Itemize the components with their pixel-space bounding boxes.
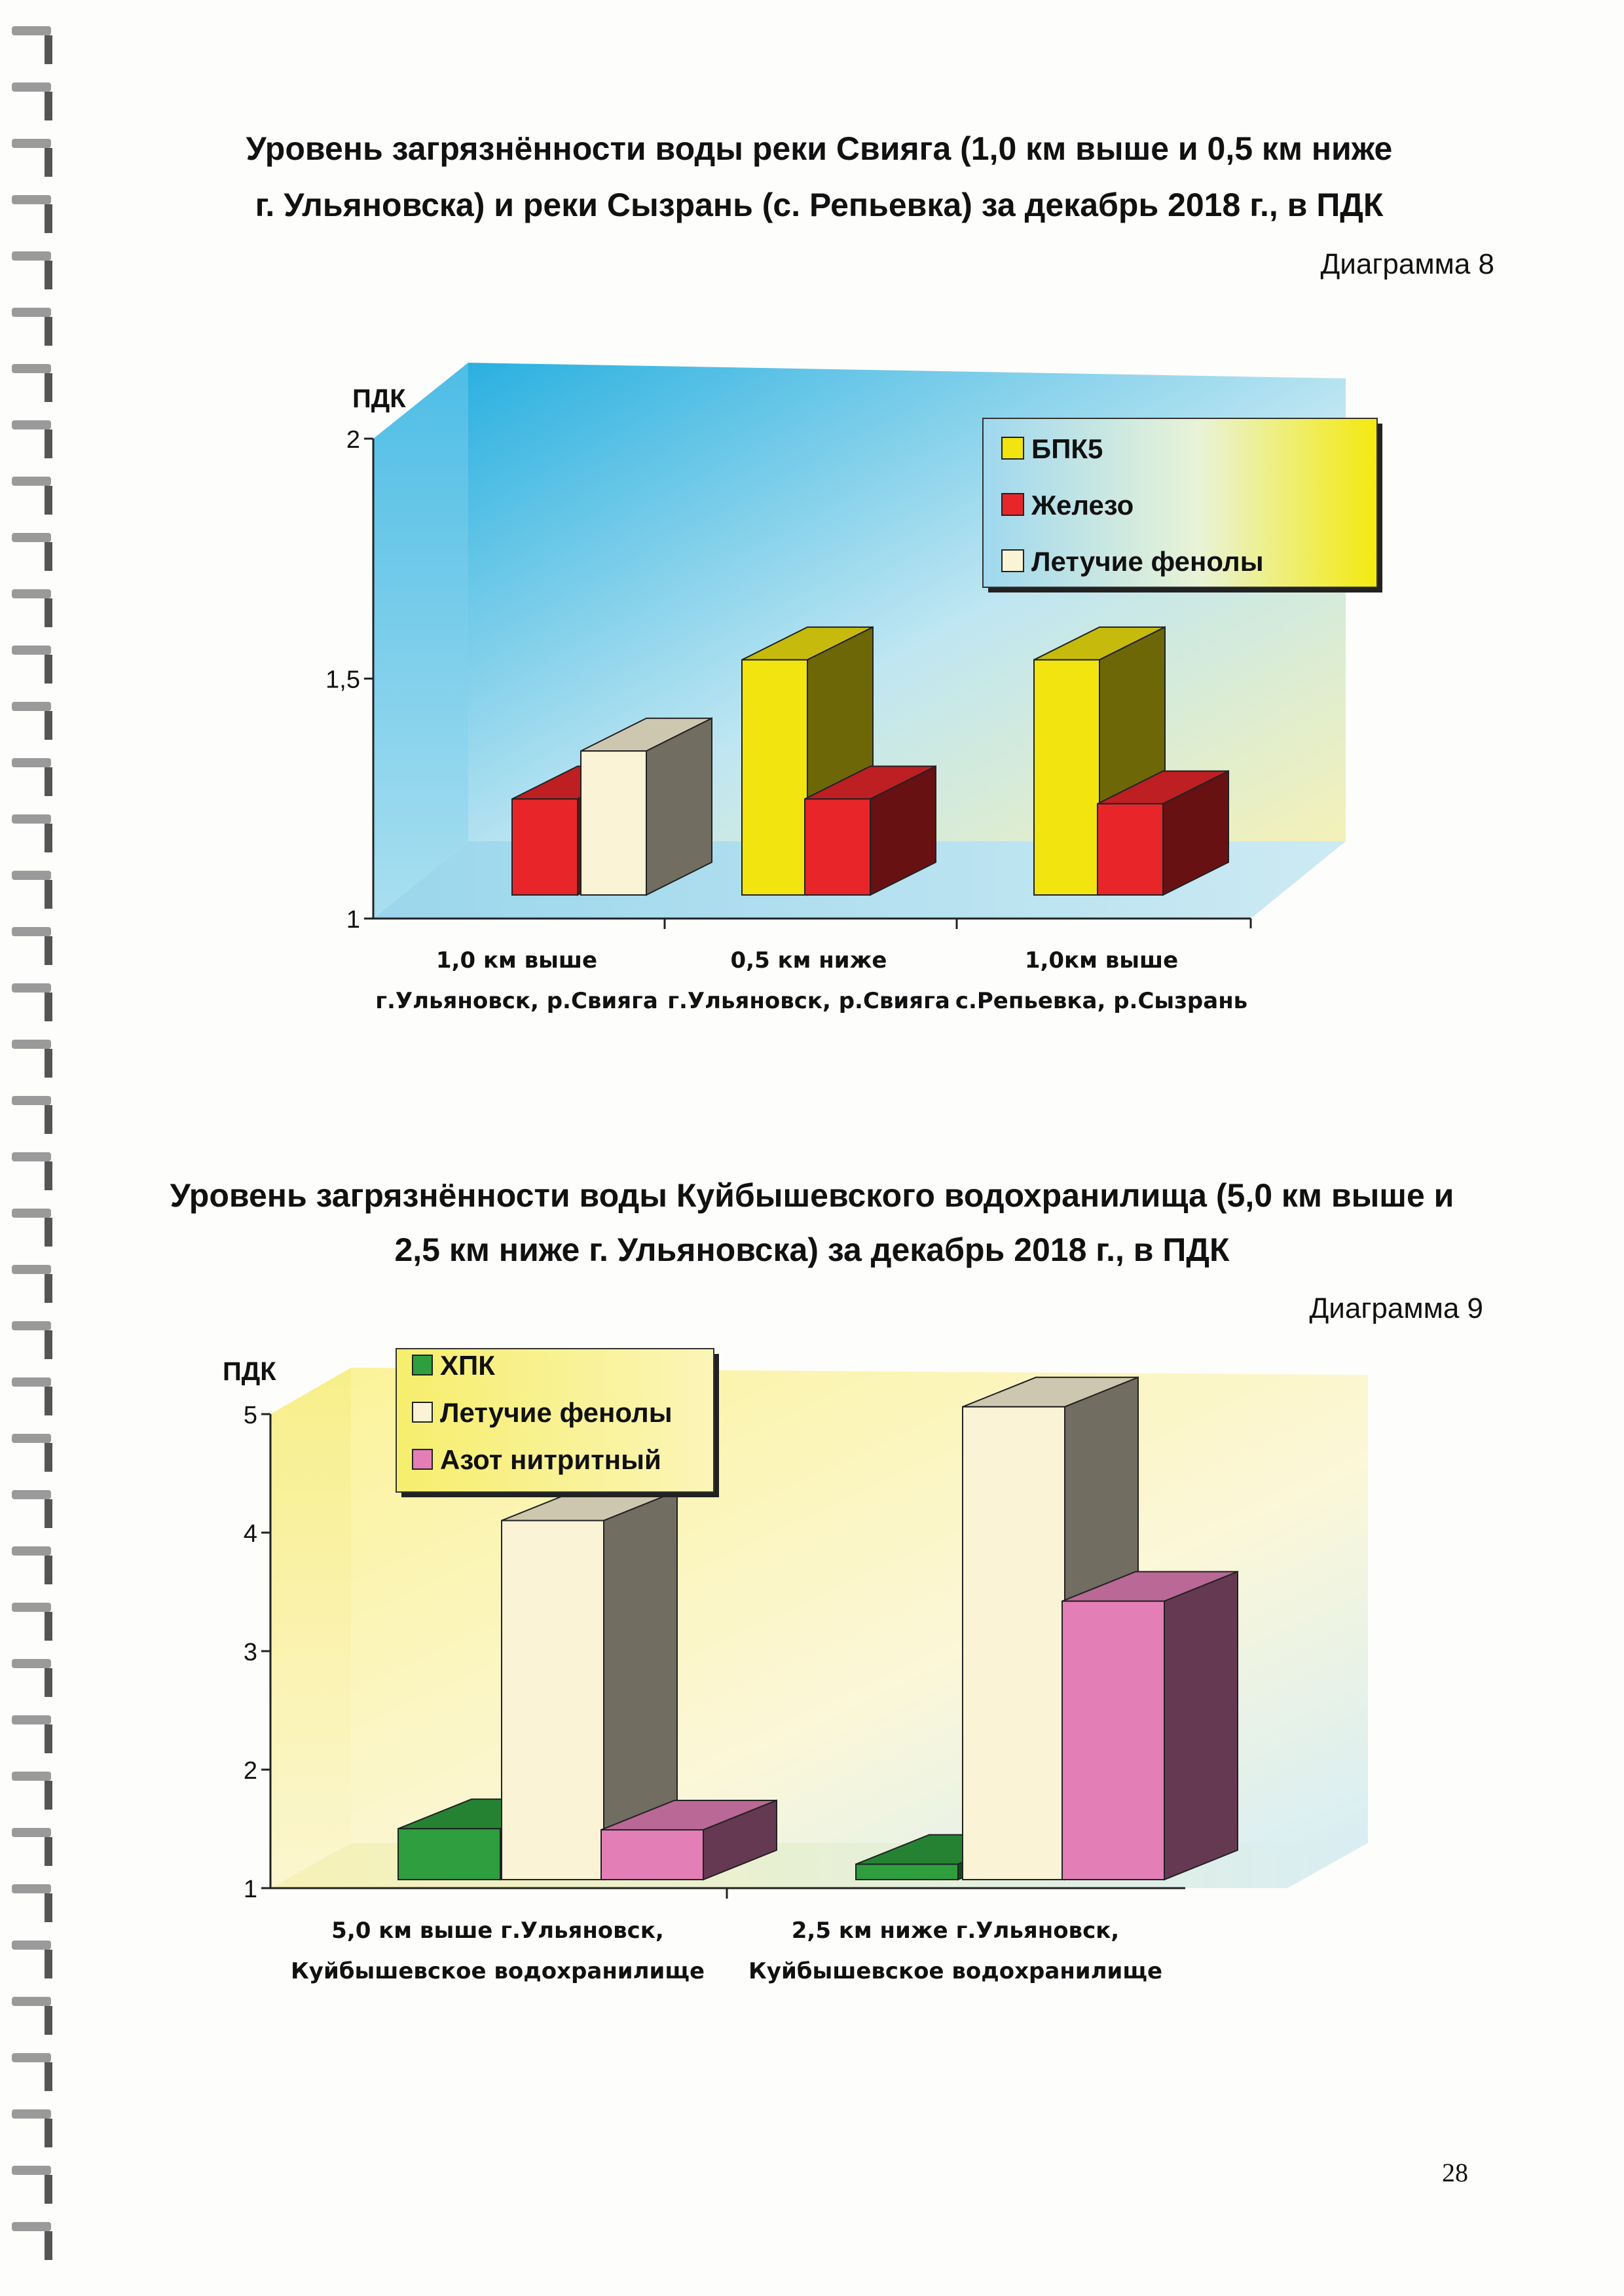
legend-swatch — [1002, 550, 1024, 572]
binding-ring-edge — [45, 1387, 52, 1415]
bar-front — [1062, 1601, 1164, 1880]
y-tick-label: 5 — [243, 1402, 257, 1429]
legend-swatch — [1002, 437, 1024, 459]
binding-ring-edge — [45, 261, 52, 289]
binding-ring-edge — [45, 2119, 52, 2147]
category-label: 1,0км выше — [1024, 947, 1179, 974]
legend-label: Летучие фенолы — [1031, 546, 1264, 577]
binding-ring-edge — [45, 767, 52, 796]
binding-ring — [12, 477, 51, 486]
binding-ring-edge — [45, 1950, 52, 1978]
binding-ring-edge — [45, 542, 52, 571]
bar-side — [1164, 1572, 1238, 1880]
chart-1 — [246, 130, 1494, 1014]
bar-front — [856, 1864, 958, 1880]
bar-front — [1034, 660, 1099, 895]
binding-ring — [12, 364, 51, 373]
binding-ring-edge — [45, 1161, 52, 1190]
binding-ring-edge — [45, 373, 52, 402]
binding-ring-edge — [45, 1105, 52, 1134]
binding-ring — [12, 1997, 51, 2006]
binding-ring-edge — [45, 148, 52, 177]
binding-ring — [12, 1209, 51, 1218]
binding-ring-edge — [45, 1049, 52, 1078]
legend-label: Летучие фенолы — [440, 1397, 673, 1428]
binding-ring-edge — [45, 1274, 52, 1303]
chart-2-title-line-1: Уровень загрязнённости воды Куйбышевского водохранилища (5,0 км выше и — [170, 1177, 1454, 1214]
category-label: 1,0 км выше — [435, 947, 598, 974]
binding-ring-edge — [45, 92, 52, 120]
binding-ring — [12, 1096, 51, 1105]
binding-ring — [12, 1828, 51, 1837]
y-tick-label: 2 — [346, 426, 360, 454]
chart-2-title-line-2: 2,5 км ниже г. Ульяновска) за декабрь 2018 г., в ПДК — [394, 1231, 1230, 1268]
y-tick-label: 3 — [243, 1639, 257, 1666]
binding-ring-edge — [45, 35, 52, 64]
legend-swatch — [413, 1449, 432, 1469]
binding-ring — [12, 646, 51, 655]
binding-ring — [12, 2053, 51, 2062]
legend-label: ХПК — [440, 1350, 495, 1381]
binding-ring — [12, 814, 51, 824]
bar-front — [742, 660, 807, 895]
binding-ring-edge — [45, 1893, 52, 1922]
binding-ring — [12, 871, 51, 880]
binding-ring-edge — [45, 1499, 52, 1528]
binding-ring — [12, 308, 51, 317]
bar-front — [1098, 804, 1163, 895]
y-tick-label: 1 — [243, 1876, 257, 1903]
binding-ring-edge — [45, 2006, 52, 2035]
binding-ring — [12, 139, 51, 148]
y-tick-label: 1 — [346, 906, 360, 934]
legend-label: Железо — [1031, 490, 1134, 520]
binding-ring-edge — [45, 486, 52, 515]
spiral-binding — [12, 26, 52, 2260]
binding-ring — [12, 589, 51, 598]
binding-ring — [12, 1603, 51, 1612]
binding-ring — [12, 983, 51, 993]
category-label: 0,5 км ниже — [730, 947, 887, 974]
binding-ring-edge — [45, 1781, 52, 1810]
chart-2-y-label: ПДК — [223, 1357, 276, 1386]
chart-1-y-label: ПДК — [352, 384, 406, 413]
bar-front — [502, 1521, 604, 1880]
binding-ring — [12, 533, 51, 542]
binding-ring — [12, 1265, 51, 1274]
binding-ring — [12, 1546, 51, 1556]
binding-ring-edge — [45, 1837, 52, 1866]
legend-swatch — [413, 1402, 432, 1422]
binding-ring-edge — [45, 993, 52, 1021]
y-tick-label: 4 — [243, 1520, 257, 1548]
chart-1-diagram-label: Диаграмма 8 — [1320, 248, 1494, 280]
binding-ring-edge — [45, 1724, 52, 1753]
binding-ring-edge — [45, 1556, 52, 1584]
chart-2-categories — [291, 1888, 1162, 1984]
binding-ring-edge — [45, 711, 52, 740]
category-label: Куйбышевское водохранилище — [290, 1958, 705, 1984]
bar — [581, 718, 712, 895]
legend-label: БПК5 — [1031, 433, 1103, 464]
binding-ring — [12, 1772, 51, 1781]
chart-2-diagram-label: Диаграмма 9 — [1309, 1292, 1483, 1324]
chart-1-left-wall — [373, 363, 468, 919]
bar-front — [601, 1830, 703, 1880]
binding-ring-edge — [45, 880, 52, 909]
binding-ring-edge — [45, 1218, 52, 1247]
binding-ring — [12, 1377, 51, 1387]
bar-front — [805, 799, 870, 895]
binding-ring — [12, 1659, 51, 1668]
binding-ring-edge — [45, 2062, 52, 2091]
binding-ring-edge — [45, 2175, 52, 2204]
binding-ring — [12, 1152, 51, 1161]
bar-front — [398, 1829, 500, 1880]
bar-front — [963, 1407, 1065, 1880]
chart-1-y-ticks — [325, 426, 373, 934]
chart-2-legend — [396, 1349, 719, 1497]
category-label: 5,0 км выше г.Ульяновск, — [331, 1918, 664, 1944]
binding-ring — [12, 2166, 51, 2175]
binding-ring-edge — [45, 936, 52, 965]
binding-ring — [12, 2109, 51, 2119]
bar-front — [512, 799, 578, 895]
binding-ring-edge — [45, 204, 52, 233]
binding-ring — [12, 26, 51, 35]
binding-ring-edge — [45, 1330, 52, 1359]
legend-swatch — [413, 1355, 432, 1375]
binding-ring — [12, 2222, 51, 2231]
y-tick-label: 1,5 — [325, 666, 360, 694]
bar-front — [581, 751, 646, 895]
binding-ring-edge — [45, 655, 52, 683]
category-label: с.Репьевка, р.Сызрань — [955, 988, 1248, 1014]
binding-ring — [12, 927, 51, 936]
chart-2 — [170, 1177, 1483, 1984]
category-label: г.Ульяновск, р.Свияга — [375, 988, 658, 1014]
binding-ring — [12, 251, 51, 261]
binding-ring — [12, 1884, 51, 1893]
page-number: 28 — [1442, 2158, 1468, 2187]
binding-ring-edge — [45, 1612, 52, 1641]
binding-ring — [12, 195, 51, 204]
chart-1-legend — [983, 418, 1382, 592]
binding-ring — [12, 1434, 51, 1443]
category-label: Куйбышевское водохранилище — [748, 1958, 1163, 1984]
category-label: 2,5 км ниже г.Ульяновск, — [791, 1918, 1120, 1944]
binding-ring-edge — [45, 1443, 52, 1472]
chart-1-title-line-1: Уровень загрязнённости воды реки Свияга (1,0 км выше и 0,5 км ниже — [246, 130, 1393, 167]
binding-ring-edge — [45, 317, 52, 346]
binding-ring — [12, 1321, 51, 1330]
binding-ring-edge — [45, 2231, 52, 2260]
binding-ring — [12, 1040, 51, 1049]
legend-label: Азот нитритный — [440, 1444, 661, 1475]
binding-ring-edge — [45, 598, 52, 627]
chart-1-title-line-2: г. Ульяновска) и реки Сызрань (с. Репьевка) за декабрь 2018 г., в ПДК — [255, 187, 1384, 223]
binding-ring-edge — [45, 1668, 52, 1697]
binding-ring — [12, 702, 51, 711]
binding-ring — [12, 82, 51, 92]
legend-swatch — [1002, 494, 1024, 515]
binding-ring — [12, 1715, 51, 1724]
binding-ring-edge — [45, 824, 52, 852]
category-label: г.Ульяновск, р.Свияга — [667, 988, 950, 1014]
binding-ring — [12, 758, 51, 767]
chart-2-y-ticks — [244, 1402, 270, 1903]
binding-ring — [12, 1941, 51, 1950]
binding-ring — [12, 1490, 51, 1499]
y-tick-label: 2 — [243, 1757, 257, 1785]
binding-ring-edge — [45, 429, 52, 458]
chart-2-left-wall — [270, 1368, 351, 1888]
chart-1-categories — [375, 919, 1247, 1014]
bar — [1062, 1572, 1238, 1880]
binding-ring — [12, 420, 51, 429]
